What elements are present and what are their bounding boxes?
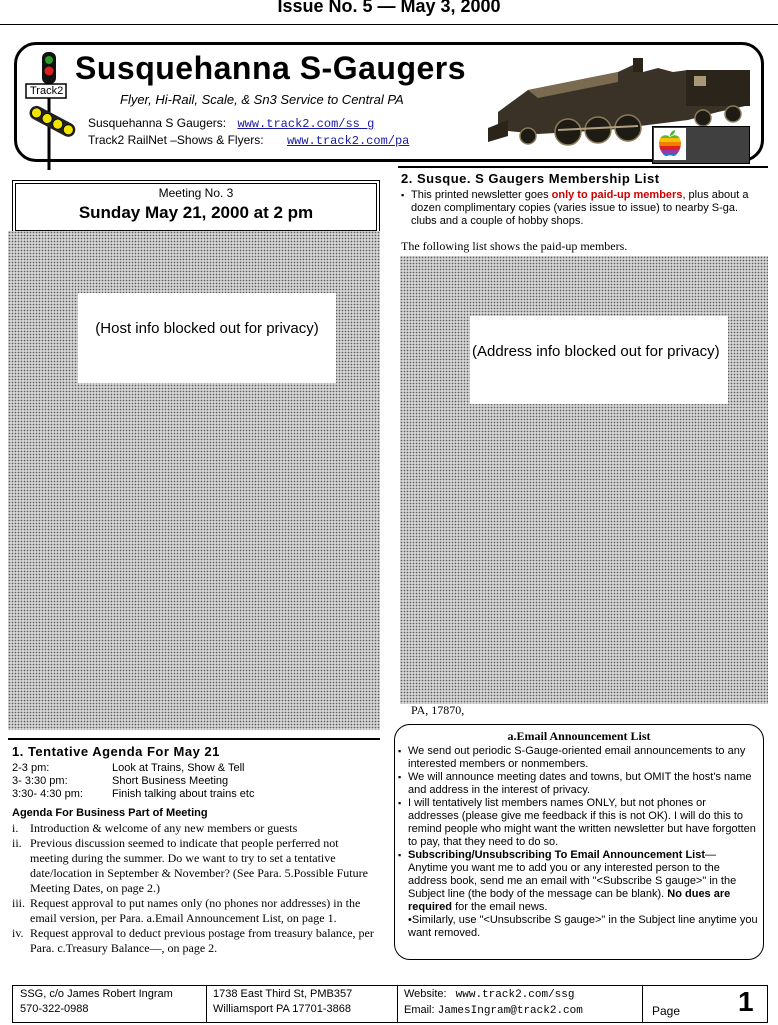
railnet-link[interactable]: www.track2.com/pa — [286, 134, 410, 148]
agenda-item-num: iv. — [12, 926, 24, 940]
issue-line: Issue No. 5 — May 3, 2000 — [277, 0, 501, 16]
host-privacy-note: (Host info blocked out for privacy) — [78, 293, 336, 383]
footer-org-name: SSG, c/o James Robert Ingram — [20, 988, 173, 1000]
schedule-row — [12, 788, 372, 801]
newsletter-title: Susquehanna S-Gaugers — [75, 50, 467, 86]
newsletter-subtitle: Flyer, Hi-Rail, Scale, & Sn3 Service to Central PA — [120, 92, 404, 107]
footer-website-label: Website: — [404, 988, 447, 1000]
agenda-schedule — [12, 762, 372, 801]
email-list-body — [398, 745, 758, 940]
agenda-item — [12, 836, 377, 896]
footer-website-row — [404, 987, 636, 1003]
address-privacy-note: (Address info blocked out for privacy) — [470, 316, 728, 404]
meeting-number: Meeting No. 3 — [158, 186, 234, 200]
membership-title: 2. Susque. S Gaugers Membership List — [401, 171, 660, 186]
subscribe-bullet — [398, 849, 758, 914]
schedule-item: Look at Trains, Show & Tell — [112, 762, 245, 774]
railnet-link-row — [88, 133, 409, 148]
membership-tail: PA, 17870, — [411, 703, 465, 717]
footer-address — [207, 985, 397, 1023]
schedule-item: Short Business Meeting — [112, 775, 229, 787]
agenda-item-text: Introduction & welcome of any new members or guests — [30, 821, 298, 835]
membership-intro-post: , plus about a dozen complimentary copies (varies issue to issue) to nearby S-ga. clubs and a couple of hobby shops. — [411, 189, 749, 227]
membership-intro — [401, 189, 766, 228]
unsubscribe-text: •Similarly, use "<Unsubscribe S gauge>" in the Subject line anytime you want removed. — [408, 914, 758, 939]
traffic-signal-icon — [22, 48, 82, 173]
signal-label: Track2 — [30, 85, 64, 97]
membership-list-intro: The following list shows the paid-up members. — [401, 239, 628, 253]
footer-street: 1738 East Third St, PMB357 — [213, 988, 353, 1000]
business-heading: Agenda For Business Part of Meeting — [12, 807, 208, 819]
footer-page-number: 1 — [738, 986, 754, 1017]
ssg-link-label: Susquehanna S Gaugers: — [88, 116, 227, 130]
footer-website-link[interactable]: www.track2.com/ssg — [455, 989, 575, 1001]
apple-logo-icon — [654, 128, 686, 160]
footer-email-label: Email: — [404, 1004, 435, 1016]
footer-email-row — [404, 1003, 636, 1019]
agenda-rule — [8, 738, 380, 740]
membership-intro-pre: This printed newsletter goes — [411, 189, 552, 201]
membership-intro-highlight: only to paid-up members — [551, 189, 683, 201]
agenda-title: 1. Tentative Agenda For May 21 — [12, 744, 220, 759]
footer-phone: 570-322-0988 — [20, 1003, 89, 1015]
email-list-title: a.Email Announcement List — [507, 729, 651, 743]
subscribe-bold: No dues are required — [408, 888, 731, 913]
schedule-row — [12, 775, 372, 788]
subscribe-heading: Subscribing/Unsubscribing To Email Announcement List — [408, 849, 706, 861]
email-bullet: ▪ We send out periodic S-Gauge-oriented email announcements to any interested members or nonmembers. — [398, 745, 758, 771]
footer-org — [14, 985, 206, 1023]
ssg-link[interactable]: www.track2.com/ss g — [237, 117, 375, 131]
schedule-time: 2-3 pm: — [12, 762, 50, 774]
agenda-item-num: ii. — [12, 836, 22, 850]
subscribe-text-a: — Anytime you want me to add you or any interested person to the address book, send me an email with "<Subscribe S gauge>" in the Subject line (the body of the message can be blank). — [408, 849, 737, 900]
footer-divider — [642, 985, 643, 1023]
email-bullet: ▪ We will announce meeting dates and towns, but OMIT the host's name and address in the interest of privacy. — [398, 771, 758, 797]
schedule-row — [12, 762, 372, 775]
agenda-item — [12, 926, 377, 956]
footer-contact — [398, 985, 642, 1023]
meeting-date: Sunday May 21, 2000 at 2 pm — [78, 203, 314, 222]
schedule-item: Finish talking about trains etc — [112, 788, 255, 800]
subscribe-text-b: for the email news. — [452, 901, 548, 913]
railnet-link-label: Track2 RailNet –Shows & Flyers: — [88, 133, 264, 147]
footer-email-link[interactable]: JamesIngram@track2.com — [437, 1005, 583, 1017]
agenda-item-num: i. — [12, 821, 19, 835]
schedule-time: 3:30- 4:30 pm: — [12, 788, 83, 800]
footer-page-label: Page — [652, 1004, 681, 1018]
schedule-time: 3- 3:30 pm: — [12, 775, 68, 787]
column-rule — [398, 166, 768, 168]
top-rule — [0, 24, 778, 25]
ssg-link-row — [88, 116, 374, 131]
agenda-item — [12, 821, 377, 836]
footer-city: Williamsport PA 17701-3868 — [213, 1003, 351, 1015]
agenda-item-num: iii. — [12, 896, 26, 910]
agenda-item — [12, 896, 377, 926]
business-items — [12, 821, 377, 956]
agenda-item-text: Request approval to put names only (no phones nor addresses) in the email version, per Para. a.Email Announcement List, on page 1. — [30, 896, 361, 925]
agenda-item-text: Request approval to deduct previous postage from treasury balance, per Para. c.Treasury Balance—, on page 2. — [30, 926, 374, 955]
agenda-item-text: Previous discussion seemed to indicate that people perferred not meeting during the summer. Do we want to try to set a tentative date/location in September & November? (See Para. 5.Possible Future Meeting Dates, on page 2.) — [30, 836, 368, 895]
email-bullet: ▪ I will tentatively list members names ONLY, but not phones or addresses (please give me feedback if this is not OK). I will do this to remind people who might want the written newsletter but have forgotten to pay, that they need to do so. — [398, 797, 758, 849]
